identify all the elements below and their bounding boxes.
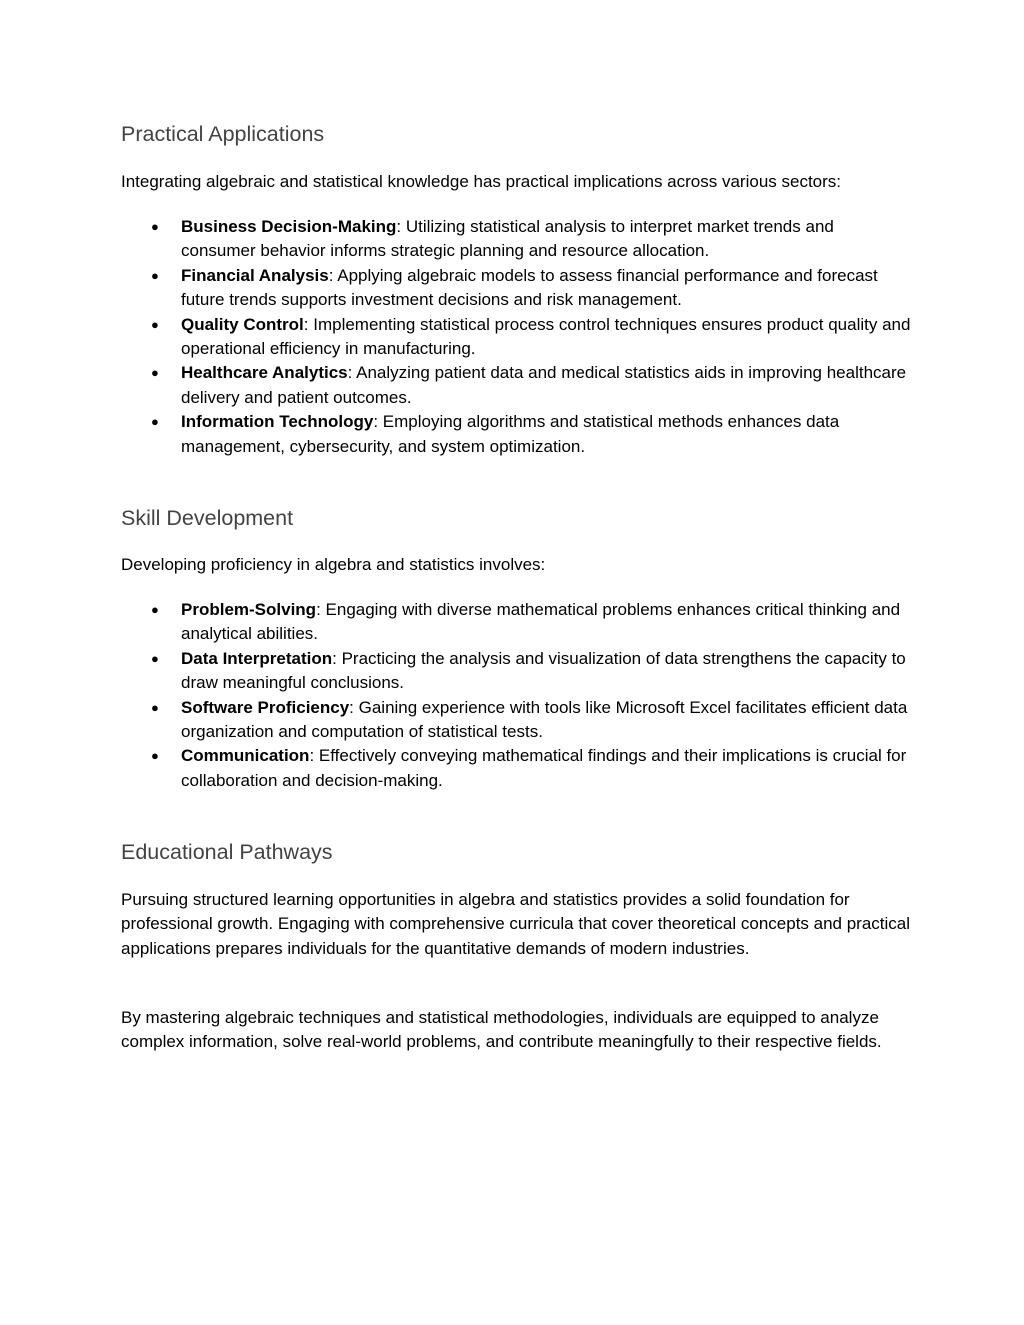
item-text: : Utilizing statistical analysis to interpret market trends and consumer behavior informs strategic planning and resource allocation.: [181, 217, 834, 261]
item-term: Problem-Solving: [181, 600, 317, 619]
paragraph-educational-pathways-2: By mastering algebraic techniques and statistical methodologies, individuals are equipped to analyze complex information, solve real-world problems, and contribute meaningfully to their respective fields.: [121, 1008, 882, 1052]
bullet-icon: ●: [151, 267, 159, 283]
item-term: Information Technology: [181, 412, 374, 432]
list-item: [121, 215, 911, 264]
item-text: : Applying algebraic models to assess financial performance and forecast future trends supports investment decisions and risk management.: [181, 265, 878, 310]
section-intro-skill-development: Developing proficiency in algebra and statistics involves:: [121, 555, 546, 574]
bullet-icon: ●: [151, 219, 159, 234]
item-text: : Analyzing patient data and medical statistics aids in improving healthcare delivery and patient outcomes.: [181, 363, 907, 407]
bullet-icon: ●: [151, 365, 159, 381]
item-text: : Implementing statistical process control techniques ensures product quality and operational efficiency in manufacturing.: [181, 314, 911, 359]
list-item: [121, 361, 911, 410]
practical-applications-list: [121, 215, 911, 459]
list-item: [121, 410, 911, 459]
item-term: Data Interpretation: [181, 648, 333, 668]
item-text: : Gaining experience with tools like Microsoft Excel facilitates efficient data organization and computation of statistical tests.: [181, 697, 908, 742]
section-intro-practical-applications: Integrating algebraic and statistical knowledge has practical implications across various sectors:: [121, 172, 842, 191]
bullet-icon: ●: [151, 699, 159, 715]
item-text: : Engaging with diverse mathematical problems enhances critical thinking and analytical abilities.: [181, 600, 901, 644]
bullet-icon: ●: [151, 602, 159, 617]
bullet-icon: ●: [151, 650, 159, 666]
list-item: [121, 313, 911, 362]
bullet-icon: ●: [151, 748, 159, 764]
item-term: Communication: [181, 746, 310, 766]
list-item: [121, 647, 911, 696]
section-heading-practical-applications: Practical Applications: [121, 122, 325, 146]
bullet-icon: ●: [151, 414, 159, 430]
item-term: Software Proficiency: [181, 697, 350, 717]
skill-development-list: [121, 598, 911, 793]
item-text: : Practicing the analysis and visualization of data strengthens the capacity to draw meaningful conclusions.: [181, 648, 906, 693]
list-item: [121, 264, 911, 313]
item-term: Business Decision-Making: [181, 217, 397, 236]
bullet-icon: ●: [151, 316, 159, 332]
list-item: [121, 696, 911, 745]
list-item: [121, 598, 911, 647]
section-heading-educational-pathways: Educational Pathways: [121, 840, 333, 864]
section-heading-skill-development: Skill Development: [121, 506, 294, 530]
list-item: [121, 744, 911, 793]
item-term: Financial Analysis: [181, 265, 329, 285]
item-text: : Employing algorithms and statistical methods enhances data management, cybersecurity, and system optimization.: [181, 412, 840, 456]
item-term: Healthcare Analytics: [181, 363, 348, 383]
item-term: Quality Control: [181, 314, 304, 334]
item-text: : Effectively conveying mathematical findings and their implications is crucial for collaboration and decision-making.: [181, 746, 907, 790]
paragraph-educational-pathways-1: Pursuing structured learning opportunities in algebra and statistics provides a solid foundation for professional growth. Engaging with comprehensive curricula that cover theoretical concepts and practical applications prepares individuals for the quantitative demands of modern industries.: [121, 890, 911, 958]
